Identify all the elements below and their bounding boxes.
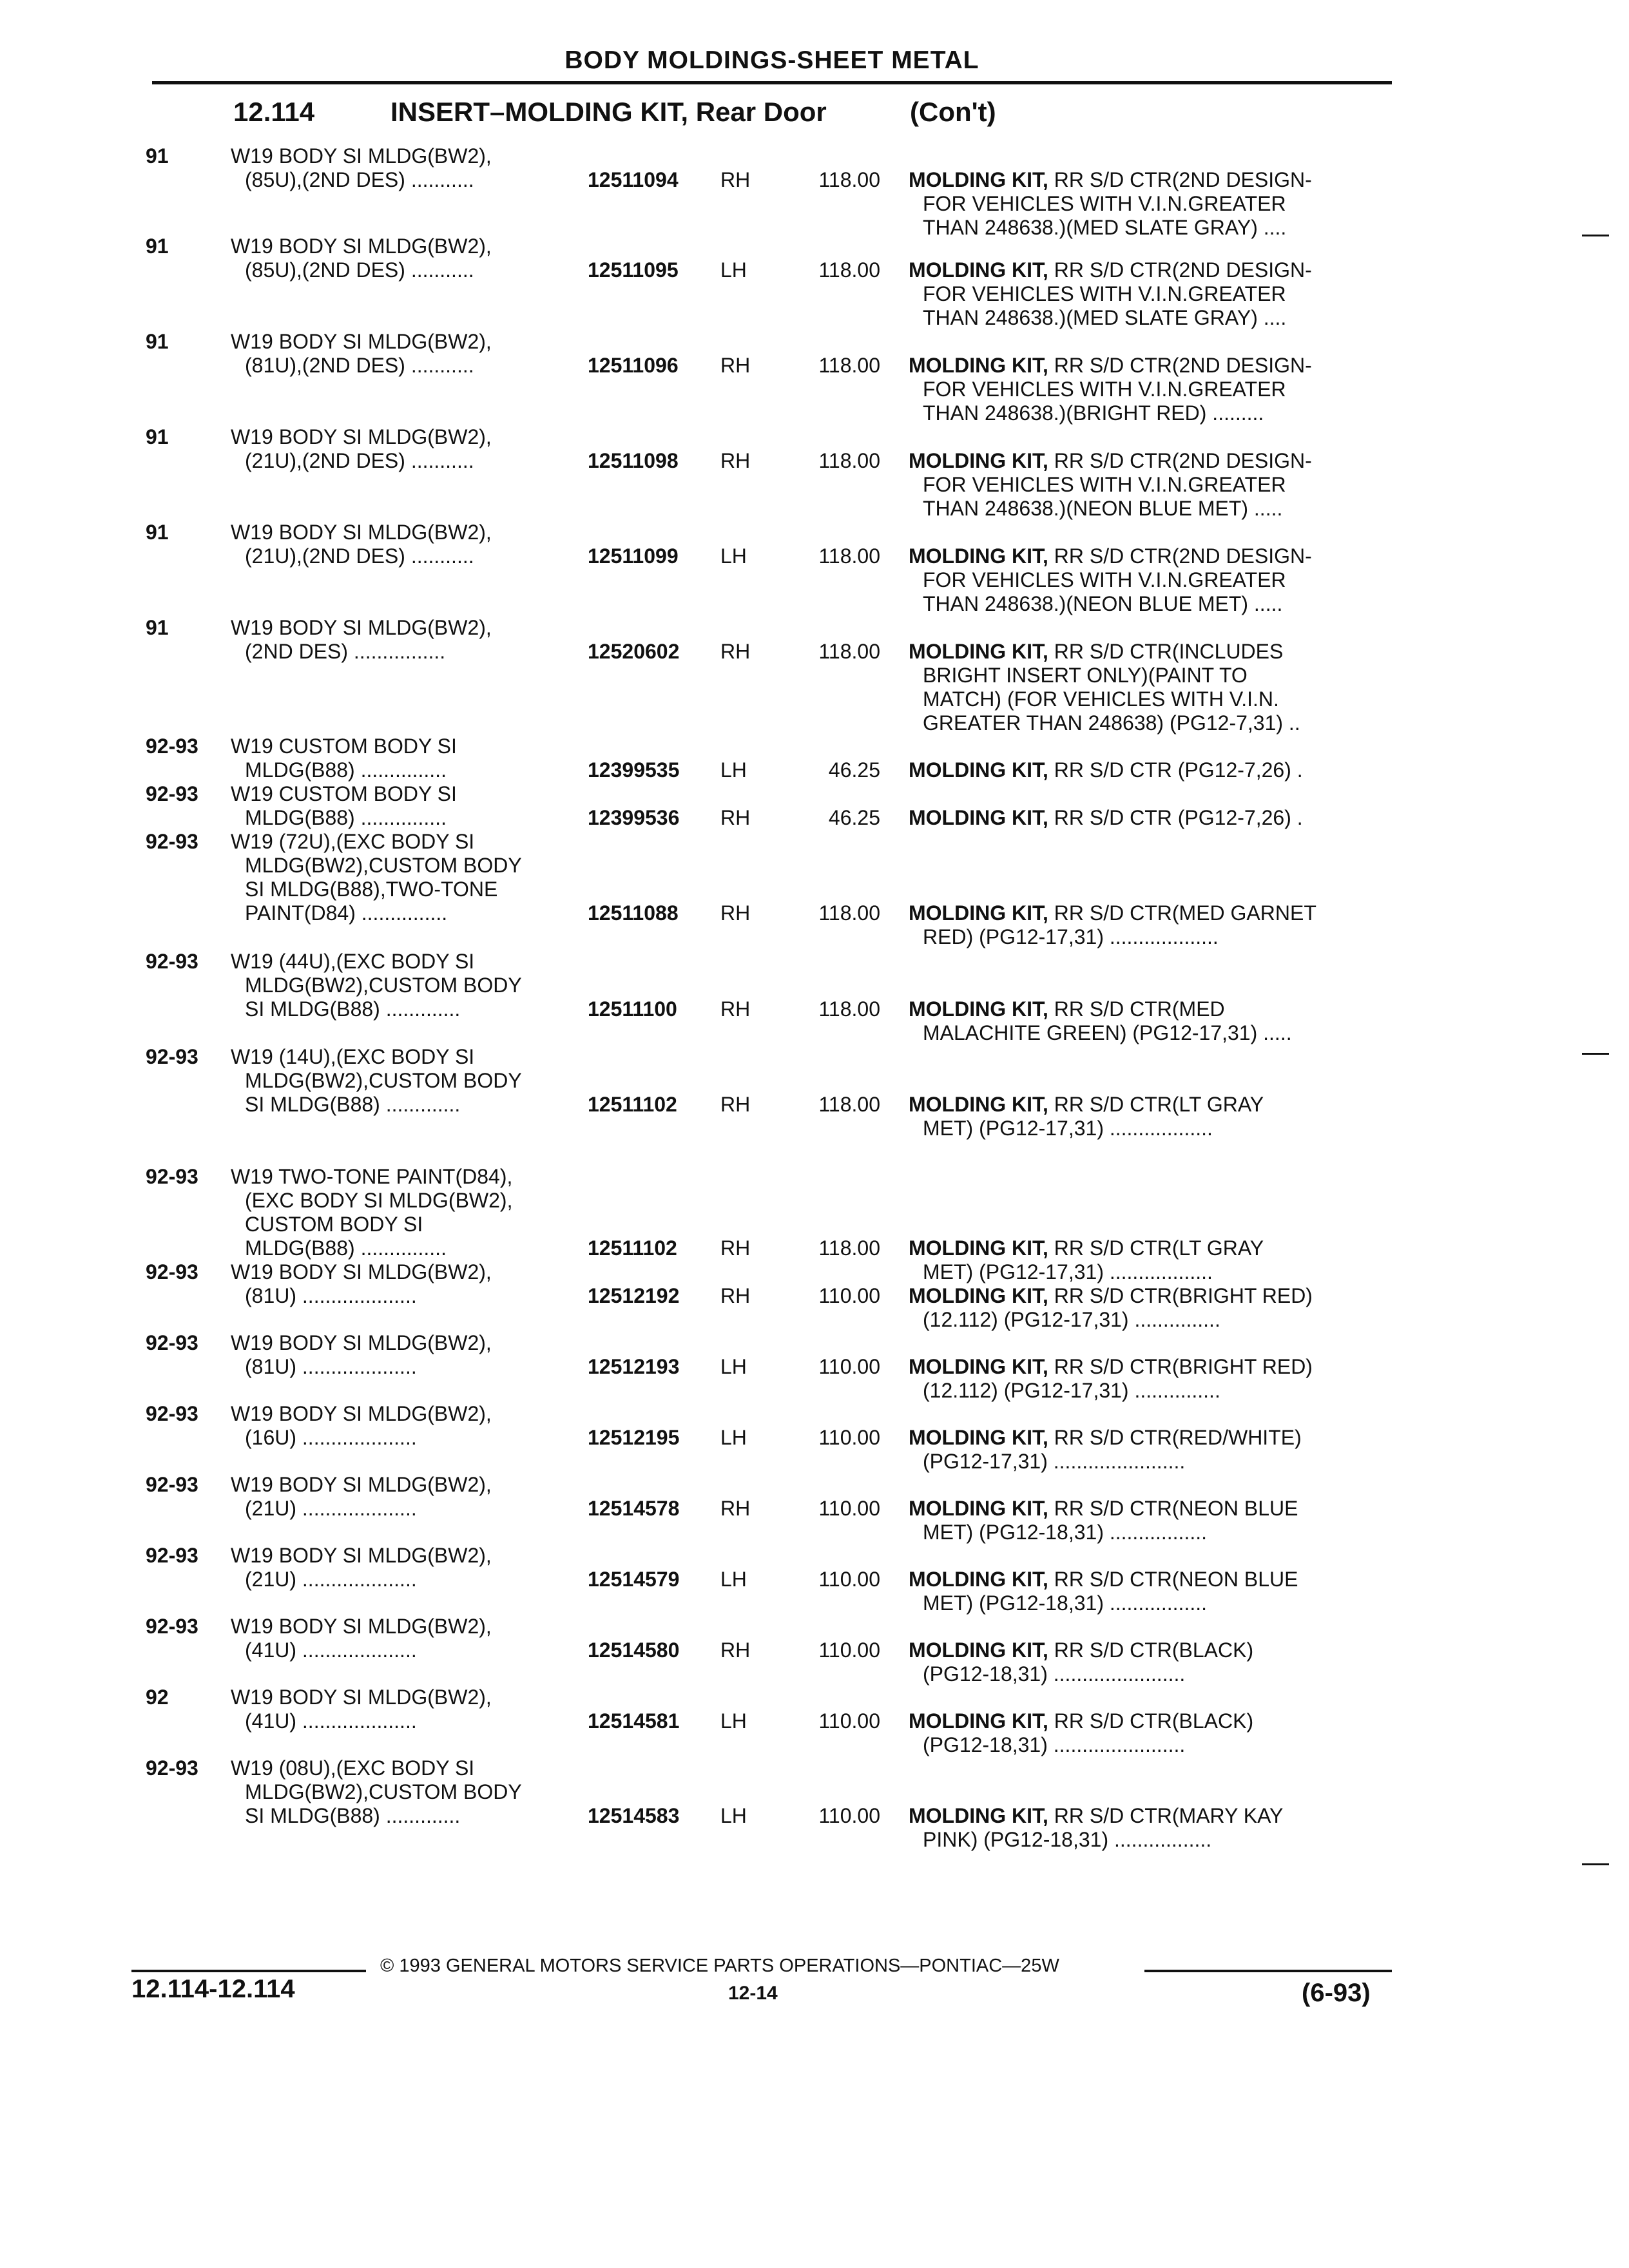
usage-description-line: MLDG(BW2),CUSTOM BODY: [245, 1069, 522, 1092]
side-indicator: RH: [720, 354, 751, 377]
list-price: 110.00: [818, 1497, 880, 1520]
part-name: [909, 449, 1398, 521]
part-name: [909, 997, 1398, 1045]
part-name: [909, 1568, 1398, 1615]
part-name-label: MOLDING KIT,: [909, 449, 1048, 472]
part-name-line: MET) (PG12-17,31) ..................: [923, 1117, 1213, 1140]
side-indicator: LH: [720, 544, 747, 568]
part-number: 12511094: [588, 168, 679, 191]
usage-description: [231, 1402, 579, 1450]
part-name: [909, 258, 1398, 330]
usage-description: [231, 616, 579, 664]
part-name-detail: RR S/D CTR(2ND DESIGN-: [1054, 449, 1312, 472]
part-name-label: MOLDING KIT,: [909, 1284, 1048, 1307]
part-name-line: [909, 758, 1398, 782]
part-name: [909, 758, 1398, 782]
usage-description-line: MLDG(BW2),CUSTOM BODY: [245, 1780, 522, 1803]
part-name: [909, 354, 1398, 425]
usage-description-line: W19 (14U),(EXC BODY SI: [231, 1045, 475, 1068]
part-name-detail: RR S/D CTR(BLACK): [1054, 1639, 1254, 1662]
part-name-detail: RR S/D CTR(MARY KAY: [1054, 1804, 1284, 1827]
part-name-label: MOLDING KIT,: [909, 1639, 1048, 1662]
part-number: 12514581: [588, 1709, 680, 1733]
usage-description-line: (21U) ....................: [245, 1497, 417, 1520]
part-name-detail: RR S/D CTR(BRIGHT RED): [1054, 1284, 1313, 1307]
model-year: 92-93: [146, 950, 198, 973]
model-year: 92-93: [146, 1544, 198, 1567]
part-name-line: MALACHITE GREEN) (PG12-17,31) .....: [923, 1021, 1292, 1044]
list-price: 118.00: [818, 901, 880, 925]
part-number: 12511102: [588, 1093, 677, 1116]
model-year: 92-93: [146, 1260, 198, 1283]
part-name-detail: RR S/D CTR(MED GARNET: [1054, 901, 1316, 925]
part-number: 12399536: [588, 806, 680, 829]
part-name-line: MET) (PG12-18,31) .................: [923, 1521, 1207, 1544]
part-name-detail: RR S/D CTR(INCLUDES: [1054, 640, 1284, 663]
part-name-label: MOLDING KIT,: [909, 1093, 1048, 1116]
part-name: [909, 1426, 1398, 1474]
usage-description-line: W19 (72U),(EXC BODY SI: [231, 830, 475, 853]
part-name-line: [909, 901, 1398, 925]
part-name-detail: RR S/D CTR (PG12-7,26) .: [1054, 806, 1303, 829]
part-name-line: (12.112) (PG12-17,31) ...............: [923, 1379, 1220, 1402]
usage-description-line: W19 (44U),(EXC BODY SI: [231, 950, 475, 973]
part-name-line: [909, 1568, 1398, 1591]
side-indicator: LH: [720, 758, 747, 782]
part-name-detail: RR S/D CTR(NEON BLUE: [1054, 1497, 1298, 1520]
usage-description: [231, 1686, 579, 1733]
part-name-label: MOLDING KIT,: [909, 1426, 1048, 1449]
part-name-line: FOR VEHICLES WITH V.I.N.GREATER: [923, 568, 1286, 591]
list-price: 110.00: [818, 1568, 880, 1591]
part-name-line: [909, 1236, 1398, 1260]
part-name-line: RED) (PG12-17,31) ...................: [923, 925, 1219, 948]
list-price: 118.00: [818, 544, 880, 568]
model-year: 92-93: [146, 1165, 198, 1188]
usage-description-line: (85U),(2ND DES) ...........: [245, 168, 474, 191]
usage-description-line: (21U),(2ND DES) ...........: [245, 449, 474, 472]
list-price: 110.00: [818, 1639, 880, 1662]
usage-description-line: MLDG(B88) ...............: [245, 758, 447, 782]
part-number: 12514583: [588, 1804, 680, 1827]
page-header: [152, 46, 1392, 86]
side-indicator: RH: [720, 449, 751, 472]
usage-description: [231, 735, 579, 782]
footer-copyright: © 1993 GENERAL MOTORS SERVICE PARTS OPERATIONS—PONTIAC—25W: [380, 1956, 1059, 1976]
model-year: 92-93: [146, 1615, 198, 1638]
list-price: 118.00: [818, 168, 880, 191]
part-name-detail: RR S/D CTR (PG12-7,26) .: [1054, 758, 1303, 782]
side-indicator: RH: [720, 168, 751, 191]
part-name-detail: RR S/D CTR(2ND DESIGN-: [1054, 544, 1312, 568]
footer-section-range: 12.114-12.114: [131, 1975, 295, 2003]
side-indicator: LH: [720, 258, 747, 282]
usage-description: [231, 1045, 579, 1117]
usage-description: [231, 1756, 579, 1828]
list-price: 110.00: [818, 1709, 880, 1733]
part-name-label: MOLDING KIT,: [909, 901, 1048, 925]
usage-description-line: (EXC BODY SI MLDG(BW2),: [245, 1189, 513, 1212]
part-name-line: [909, 1355, 1398, 1379]
model-year: 92: [146, 1686, 169, 1709]
usage-description-line: (81U) ....................: [245, 1284, 417, 1307]
part-name-detail: RR S/D CTR(MED: [1054, 997, 1225, 1021]
usage-description-line: W19 TWO-TONE PAINT(D84),: [231, 1165, 513, 1188]
model-year: 91: [146, 235, 169, 258]
part-name-label: MOLDING KIT,: [909, 1568, 1048, 1591]
part-name: [909, 1093, 1398, 1140]
part-name-line: [909, 1804, 1398, 1828]
part-name-label: MOLDING KIT,: [909, 806, 1048, 829]
side-indicator: LH: [720, 1709, 747, 1733]
part-number: 12511088: [588, 901, 679, 925]
part-name: [909, 806, 1398, 830]
part-name: [909, 1709, 1398, 1757]
side-indicator: LH: [720, 1804, 747, 1827]
part-name-line: FOR VEHICLES WITH V.I.N.GREATER: [923, 282, 1286, 305]
side-indicator: RH: [720, 901, 751, 925]
margin-mark: [1582, 235, 1609, 236]
part-name-line: GREATER THAN 248638) (PG12-7,31) ..: [923, 711, 1300, 735]
part-name-label: MOLDING KIT,: [909, 758, 1048, 782]
part-name-line: [909, 544, 1398, 568]
part-name-line: MET) (PG12-18,31) .................: [923, 1591, 1207, 1615]
usage-description: [231, 1544, 579, 1591]
usage-description-line: W19 BODY SI MLDG(BW2),: [231, 1402, 492, 1425]
part-name-line: THAN 248638.)(BRIGHT RED) .........: [923, 401, 1264, 425]
usage-description-line: MLDG(B88) ...............: [245, 1236, 447, 1260]
part-name: [909, 544, 1398, 616]
part-name-line: [909, 997, 1398, 1021]
part-name-line: (12.112) (PG12-17,31) ...............: [923, 1308, 1220, 1331]
list-price: 118.00: [818, 997, 880, 1021]
side-indicator: LH: [720, 1355, 747, 1378]
part-name: [909, 1639, 1398, 1686]
part-name-line: BRIGHT INSERT ONLY)(PAINT TO: [923, 664, 1248, 687]
usage-description-line: W19 CUSTOM BODY SI: [231, 735, 457, 758]
usage-description-line: (41U) ....................: [245, 1639, 417, 1662]
usage-description-line: SI MLDG(B88) .............: [245, 1093, 461, 1116]
footer-page-number: 12-14: [728, 1983, 778, 2004]
part-name-line: THAN 248638.)(NEON BLUE MET) .....: [923, 497, 1283, 520]
usage-description-line: W19 BODY SI MLDG(BW2),: [231, 235, 492, 258]
part-name-line: [909, 1639, 1398, 1662]
usage-description-line: W19 BODY SI MLDG(BW2),: [231, 425, 492, 448]
part-name: [909, 1804, 1398, 1852]
model-year: 92-93: [146, 735, 198, 758]
list-price: 110.00: [818, 1426, 880, 1449]
usage-description-line: SI MLDG(B88),TWO-TONE: [245, 878, 498, 901]
footer-date: (6-93): [1302, 1979, 1371, 2007]
usage-description-line: (81U),(2ND DES) ...........: [245, 354, 474, 377]
usage-description-line: MLDG(BW2),CUSTOM BODY: [245, 974, 522, 997]
list-price: 118.00: [818, 1236, 880, 1260]
part-name-line: [909, 1284, 1398, 1308]
part-name: [909, 1284, 1398, 1332]
model-year: 92-93: [146, 1331, 198, 1354]
part-name-line: [909, 640, 1398, 664]
part-name-line: FOR VEHICLES WITH V.I.N.GREATER: [923, 378, 1286, 401]
page-footer: [0, 1956, 1629, 2020]
part-name: [909, 640, 1398, 735]
usage-description-line: W19 (08U),(EXC BODY SI: [231, 1756, 475, 1780]
part-number: 12512192: [588, 1284, 680, 1307]
part-name-line: [909, 449, 1398, 473]
part-name-detail: RR S/D CTR(BLACK): [1054, 1709, 1254, 1733]
list-price: 110.00: [818, 1284, 880, 1307]
section-continued: (Con't): [910, 97, 996, 127]
usage-description: [231, 330, 579, 378]
side-indicator: RH: [720, 1497, 751, 1520]
usage-description: [231, 235, 579, 282]
model-year: 92-93: [146, 1402, 198, 1425]
part-name-line: [909, 258, 1398, 282]
side-indicator: RH: [720, 806, 751, 829]
usage-description: [231, 1615, 579, 1662]
usage-description-line: W19 BODY SI MLDG(BW2),: [231, 330, 492, 353]
part-name-label: MOLDING KIT,: [909, 258, 1048, 282]
model-year: 91: [146, 616, 169, 639]
usage-description-line: (81U) ....................: [245, 1355, 417, 1378]
usage-description-line: (16U) ....................: [245, 1426, 417, 1449]
part-number: 12511096: [588, 354, 679, 377]
usage-description: [231, 1165, 579, 1260]
part-name: [909, 901, 1398, 949]
part-name-label: MOLDING KIT,: [909, 1236, 1048, 1260]
part-name-line: PINK) (PG12-18,31) .................: [923, 1828, 1212, 1851]
part-name-line: (PG12-18,31) .......................: [923, 1733, 1186, 1756]
usage-description: [231, 1331, 579, 1379]
page-title: BODY MOLDINGS-SHEET METAL: [564, 46, 979, 74]
usage-description: [231, 425, 579, 473]
side-indicator: RH: [720, 997, 751, 1021]
usage-description-line: W19 BODY SI MLDG(BW2),: [231, 521, 492, 544]
part-name-label: MOLDING KIT,: [909, 1709, 1048, 1733]
usage-description-line: MLDG(B88) ...............: [245, 806, 447, 829]
part-number: 12399535: [588, 758, 680, 782]
part-name-line: [909, 1426, 1398, 1450]
part-number: 12514578: [588, 1497, 680, 1520]
part-name: [909, 1236, 1398, 1284]
model-year: 91: [146, 425, 169, 448]
section-number: 12.114: [233, 97, 315, 127]
part-name-line: [909, 1497, 1398, 1521]
part-number: 12511098: [588, 449, 679, 472]
side-indicator: LH: [720, 1426, 747, 1449]
side-indicator: RH: [720, 640, 751, 663]
part-name-detail: RR S/D CTR(RED/WHITE): [1054, 1426, 1302, 1449]
part-name-detail: RR S/D CTR(LT GRAY: [1054, 1093, 1264, 1116]
part-name-label: MOLDING KIT,: [909, 997, 1048, 1021]
usage-description: [231, 830, 579, 925]
part-name-detail: RR S/D CTR(2ND DESIGN-: [1054, 354, 1312, 377]
usage-description-line: W19 BODY SI MLDG(BW2),: [231, 1615, 492, 1638]
part-name-label: MOLDING KIT,: [909, 544, 1048, 568]
part-name-detail: RR S/D CTR(2ND DESIGN-: [1054, 258, 1312, 282]
part-name: [909, 1355, 1398, 1403]
model-year: 91: [146, 330, 169, 353]
usage-description-line: W19 BODY SI MLDG(BW2),: [231, 1686, 492, 1709]
part-name-label: MOLDING KIT,: [909, 640, 1048, 663]
usage-description-line: W19 BODY SI MLDG(BW2),: [231, 1473, 492, 1496]
part-name-line: THAN 248638.)(MED SLATE GRAY) ....: [923, 306, 1287, 329]
margin-mark: [1582, 1863, 1609, 1865]
usage-description: [231, 950, 579, 1021]
usage-description-line: SI MLDG(B88) .............: [245, 997, 461, 1021]
model-year: 92-93: [146, 1473, 198, 1496]
model-year: 91: [146, 144, 169, 168]
side-indicator: RH: [720, 1639, 751, 1662]
header-rule: [152, 81, 1392, 84]
part-name-line: MATCH) (FOR VEHICLES WITH V.I.N.: [923, 687, 1279, 711]
list-price: 110.00: [818, 1804, 880, 1827]
usage-description-line: W19 BODY SI MLDG(BW2),: [231, 1260, 492, 1283]
side-indicator: RH: [720, 1284, 751, 1307]
part-number: 12511100: [588, 997, 677, 1021]
usage-description: [231, 144, 579, 192]
usage-description-line: MLDG(BW2),CUSTOM BODY: [245, 854, 522, 877]
part-name-line: [909, 168, 1398, 192]
list-price: 118.00: [818, 1093, 880, 1116]
list-price: 118.00: [818, 449, 880, 472]
usage-description-line: W19 BODY SI MLDG(BW2),: [231, 144, 492, 168]
usage-description-line: W19 BODY SI MLDG(BW2),: [231, 1331, 492, 1354]
part-number: 12511095: [588, 258, 679, 282]
part-name-line: [909, 1709, 1398, 1733]
usage-description-line: SI MLDG(B88) .............: [245, 1804, 461, 1827]
list-price: 118.00: [818, 354, 880, 377]
part-name-line: MET) (PG12-17,31) ..................: [923, 1260, 1213, 1283]
usage-description-line: W19 BODY SI MLDG(BW2),: [231, 616, 492, 639]
part-name: [909, 1497, 1398, 1544]
footer-rule-right: [1144, 1970, 1392, 1972]
model-year: 92-93: [146, 1045, 198, 1068]
list-price: 118.00: [818, 258, 880, 282]
part-name-line: [909, 1093, 1398, 1117]
part-name-line: [909, 354, 1398, 378]
list-price: 110.00: [818, 1355, 880, 1378]
model-year: 91: [146, 521, 169, 544]
part-name-label: MOLDING KIT,: [909, 1355, 1048, 1378]
part-number: 12512193: [588, 1355, 680, 1378]
usage-description-line: W19 BODY SI MLDG(BW2),: [231, 1544, 492, 1567]
usage-description-line: (41U) ....................: [245, 1709, 417, 1733]
usage-description: [231, 1260, 579, 1308]
model-year: 92-93: [146, 830, 198, 853]
part-name-label: MOLDING KIT,: [909, 1497, 1048, 1520]
part-name-line: [909, 806, 1398, 830]
usage-description-line: (85U),(2ND DES) ...........: [245, 258, 474, 282]
part-number: 12511099: [588, 544, 679, 568]
part-name: [909, 168, 1398, 240]
part-number: 12514579: [588, 1568, 680, 1591]
part-number: 12511102: [588, 1236, 677, 1260]
part-number: 12520602: [588, 640, 680, 663]
list-price: 46.25: [828, 806, 880, 829]
side-indicator: RH: [720, 1236, 751, 1260]
part-name-line: (PG12-18,31) .......................: [923, 1662, 1186, 1686]
margin-mark: [1582, 1053, 1609, 1055]
usage-description-line: (2ND DES) ................: [245, 640, 446, 663]
part-name-detail: RR S/D CTR(LT GRAY: [1054, 1236, 1264, 1260]
model-year: 92-93: [146, 1756, 198, 1780]
usage-description-line: (21U) ....................: [245, 1568, 417, 1591]
usage-description: [231, 1473, 579, 1521]
footer-rule-left: [131, 1970, 366, 1972]
part-name-line: THAN 248638.)(NEON BLUE MET) .....: [923, 592, 1283, 615]
model-year: 92-93: [146, 782, 198, 805]
part-name-line: FOR VEHICLES WITH V.I.N.GREATER: [923, 192, 1286, 215]
side-indicator: RH: [720, 1093, 751, 1116]
part-number: 12512195: [588, 1426, 680, 1449]
part-number: 12514580: [588, 1639, 680, 1662]
usage-description-line: PAINT(D84) ...............: [245, 901, 448, 925]
side-indicator: LH: [720, 1568, 747, 1591]
usage-description-line: CUSTOM BODY SI: [245, 1213, 423, 1236]
part-name-detail: RR S/D CTR(2ND DESIGN-: [1054, 168, 1312, 191]
usage-description-line: (21U),(2ND DES) ...........: [245, 544, 474, 568]
part-name-label: MOLDING KIT,: [909, 354, 1048, 377]
part-name-label: MOLDING KIT,: [909, 168, 1048, 191]
part-name-line: THAN 248638.)(MED SLATE GRAY) ....: [923, 216, 1287, 239]
usage-description-line: W19 CUSTOM BODY SI: [231, 782, 457, 805]
list-price: 46.25: [828, 758, 880, 782]
part-name-label: MOLDING KIT,: [909, 1804, 1048, 1827]
part-name-line: (PG12-17,31) .......................: [923, 1450, 1186, 1473]
usage-description: [231, 782, 579, 830]
list-price: 118.00: [818, 640, 880, 663]
usage-description: [231, 521, 579, 568]
part-name-line: FOR VEHICLES WITH V.I.N.GREATER: [923, 473, 1286, 496]
part-name-detail: RR S/D CTR(BRIGHT RED): [1054, 1355, 1313, 1378]
section-name: INSERT–MOLDING KIT, Rear Door: [390, 97, 827, 127]
part-name-detail: RR S/D CTR(NEON BLUE: [1054, 1568, 1298, 1591]
